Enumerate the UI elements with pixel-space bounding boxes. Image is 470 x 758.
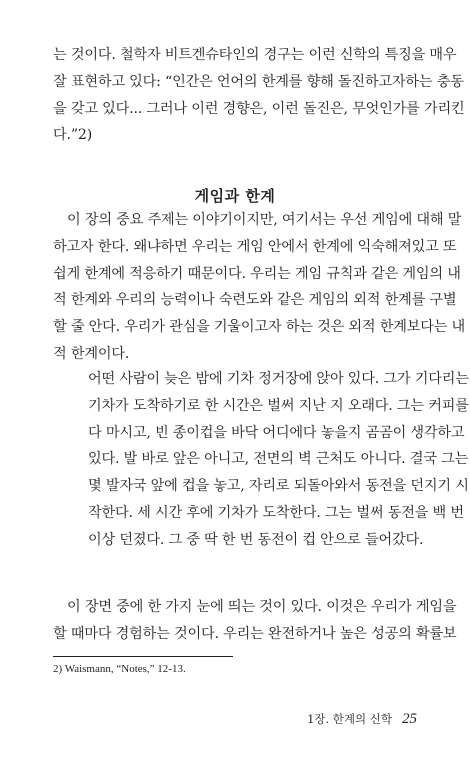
quote-line: 다 마시고, 빈 종이컵을 바닥 어디에다 놓을지 곰곰이 생각하고 [88, 424, 465, 441]
text-line: 하고자 한다. 왜냐하면 우리는 게임 안에서 한계에 익숙해져있고 또 [53, 238, 457, 255]
text-line: 는 것이다. 철학자 비트겐슈타인의 경구는 이런 신학의 특징을 매우 [53, 47, 457, 63]
paragraph-games [53, 207, 466, 368]
text-line: 할 줄 안다. 우리가 관심을 기울이고자 하는 것은 외적 한계보다는 내 [53, 319, 466, 336]
footnote: 2) Waismann, “Notes,” 12-13. [53, 663, 186, 675]
section-heading: 게임과 한계 [194, 187, 276, 205]
text-line: 을 갖고 있다... 그러나 이런 경향은, 이런 돌진은, 무엇인가를 가리킨 [53, 100, 465, 117]
text-line: 적 한계와 우리의 능력이나 숙련도와 같은 게임의 외적 한계를 구별 [53, 292, 457, 309]
page-number: 25 [402, 711, 417, 727]
text-line: 이 장의 중요 주제는 이야기이지만, 여기서는 우선 게임에 대해 말 [67, 212, 462, 228]
paragraph-scene [53, 594, 457, 648]
quote-line: 기차가 도착하기로 한 시간은 벌써 지난 지 오래다. 그는 커피를 [88, 397, 469, 414]
text-line: 할 때마다 경험하는 것이다. 우리는 완전하거나 높은 성공의 확률보 [53, 625, 457, 642]
quote-line: 어떤 사람이 늦은 밤에 기차 정거장에 앉아 있다. 그가 기다리는 [88, 371, 469, 387]
quote-line: 몇 발자국 앞에 컵을 놓고, 자리로 되돌아와서 동전을 던지기 시 [88, 478, 469, 495]
text-line: 쉽게 한계에 적응하기 때문이다. 우리는 게임 규칙과 같은 게임의 내 [53, 265, 461, 282]
text-line: 이 장면 중에 한 가지 눈에 띄는 것이 있다. 이것은 우리가 게임을 [67, 599, 457, 615]
text-line: 적 한계이다. [53, 345, 130, 362]
footnote-divider [53, 656, 233, 657]
text-line: 다.”2) [53, 127, 93, 144]
chapter-title: 1장. 한계의 신학 [307, 712, 392, 726]
quote-line: 작한다. 세 시간 후에 기차가 도착한다. 그는 벌써 동전을 백 번 [88, 504, 464, 521]
running-footer [307, 711, 417, 728]
block-quote [88, 366, 469, 554]
text-line: 잘 표현하고 있다: “인간은 언어의 한계를 향해 돌진하고자하는 충동 [53, 73, 464, 90]
paragraph-intro [53, 42, 465, 149]
quote-line: 있다. 발 바로 앞은 아니고, 전면의 벽 근처도 아니다. 결국 그는 [88, 451, 469, 468]
quote-line: 이상 던졌다. 그 중 딱 한 번 동전이 컵 안으로 들어갔다. [88, 531, 424, 548]
